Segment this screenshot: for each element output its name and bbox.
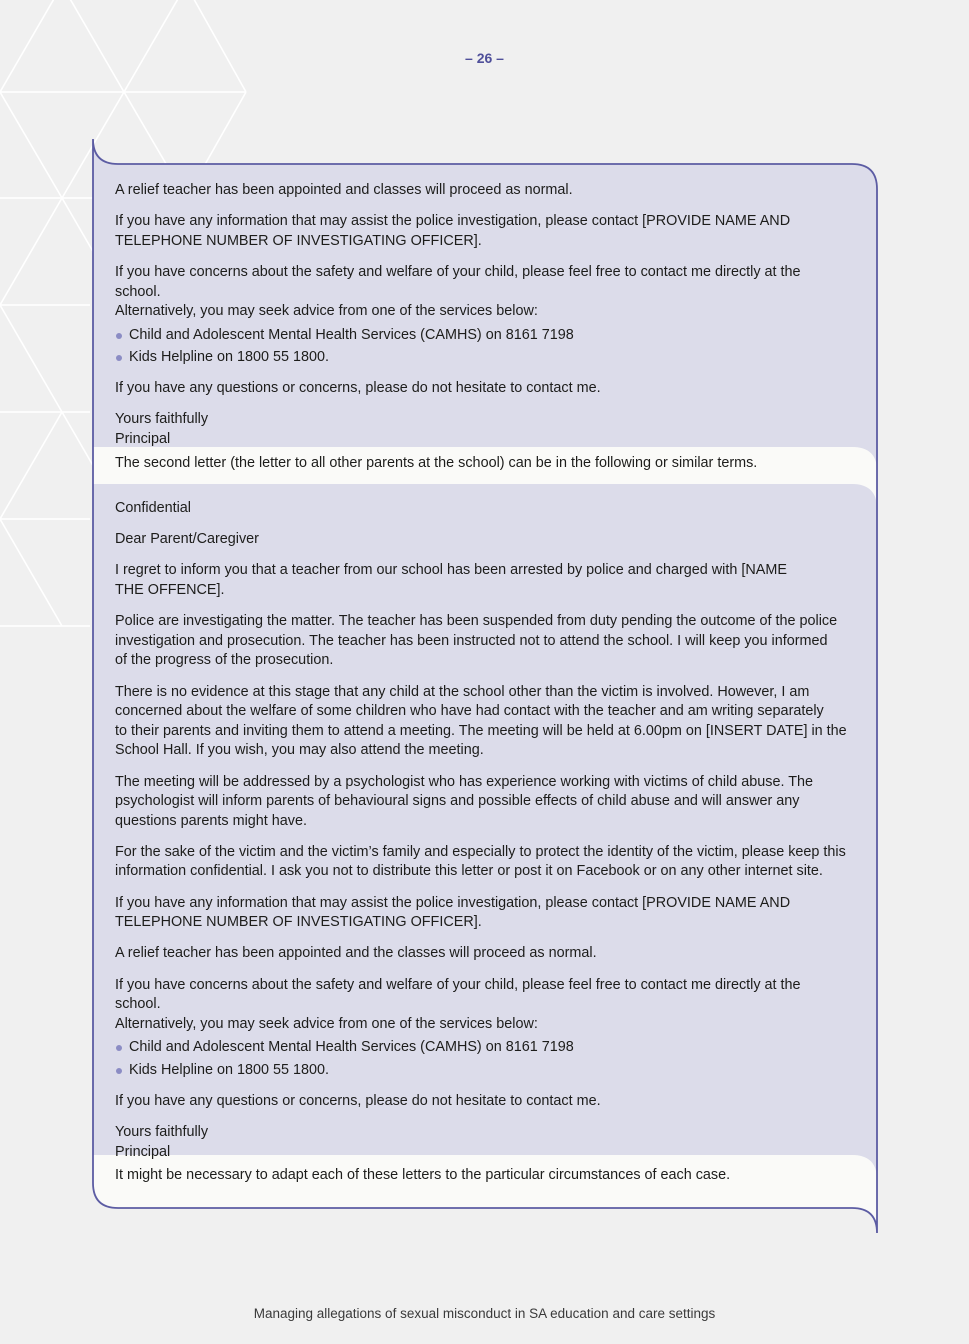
paragraph: If you have any information that may assist the police investigation, please contact [PROVIDE NAME AND TELEPHONE NUMBER OF INVESTIGATING OFFICER].	[115, 213, 791, 249]
letter-2-body	[115, 499, 850, 1174]
paragraph: If you have any questions or concerns, please do not hesitate to contact me.	[115, 380, 601, 397]
paragraph: Police are investigating the matter. The teacher has been suspended from duty pending the outcome of the police investigation and prosecution. The teacher has been instructed not to attend the school. I will keep you informed of the progress of the prosecution.	[115, 613, 838, 669]
bullet-icon	[116, 355, 122, 361]
services-list	[115, 1038, 850, 1080]
letter-1-body	[115, 181, 850, 461]
list-item: Child and Adolescent Mental Health Services (CAMHS) on 8161 7198	[115, 1038, 850, 1058]
paragraph: A relief teacher has been appointed and the classes will proceed as normal.	[115, 945, 597, 962]
signature-block: Yours faithfully Principal	[115, 411, 209, 447]
services-list	[115, 326, 850, 368]
list-item: Child and Adolescent Mental Health Services (CAMHS) on 8161 7198	[115, 326, 850, 346]
note-adapt-letters: It might be necessary to adapt each of these letters to the particular circumstances of each case.	[115, 1167, 731, 1183]
bullet-icon	[116, 1045, 122, 1051]
page-number: – 26 –	[465, 50, 504, 66]
list-item: Kids Helpline on 1800 55 1800.	[115, 1061, 850, 1081]
paragraph: I regret to inform you that a teacher from our school has been arrested by police and charged with [NAME THE OFFENCE].	[115, 562, 787, 598]
note-second-letter: The second letter (the letter to all other parents at the school) can be in the following or similar terms.	[115, 455, 758, 471]
confidential-label: Confidential	[115, 500, 192, 516]
bullet-icon	[116, 1068, 122, 1074]
page-footer: Managing allegations of sexual misconduct in SA education and care settings	[253, 1306, 716, 1321]
paragraph: If you have concerns about the safety and welfare of your child, please feel free to contact me directly at the school. Alternatively, you may seek advice from one of the services below:	[115, 976, 801, 1032]
paragraph: If you have concerns about the safety and welfare of your child, please feel free to contact me directly at the school. Alternatively, you may seek advice from one of the services below:	[115, 263, 801, 320]
paragraph: If you have any questions or concerns, please do not hesitate to contact me.	[115, 1092, 601, 1109]
paragraph: The meeting will be addressed by a psychologist who has experience working with victims of child abuse. The psychologist will inform parents of behavioural signs and possible effects of child abuse and will answer any questions parents might have.	[115, 773, 814, 829]
greeting: Dear Parent/Caregiver	[115, 531, 259, 548]
paragraph: A relief teacher has been appointed and classes will proceed as normal.	[115, 182, 573, 198]
signature-block: Yours faithfully Principal	[115, 1123, 209, 1160]
paragraph: If you have any information that may assist the police investigation, please contact [PROVIDE NAME AND TELEPHONE NUMBER OF INVESTIGATING OFFICER].	[115, 894, 791, 931]
bullet-icon	[116, 333, 122, 339]
list-item: Kids Helpline on 1800 55 1800.	[115, 348, 850, 368]
paragraph: For the sake of the victim and the victim’s family and especially to protect the identity of the victim, please keep this information confidential. I ask you not to distribute this letter or post it on Facebook or on any other internet site.	[115, 843, 846, 880]
paragraph: There is no evidence at this stage that any child at the school other than the victim is involved. However, I am concerned about the welfare of some children who have had contact with the teacher and am writing separately to their parents and inviting them to attend a meeting. The meeting will be held at 6.00pm on [INSERT DATE] in the School Hall. If you wish, you may also attend the meeting.	[115, 683, 847, 759]
